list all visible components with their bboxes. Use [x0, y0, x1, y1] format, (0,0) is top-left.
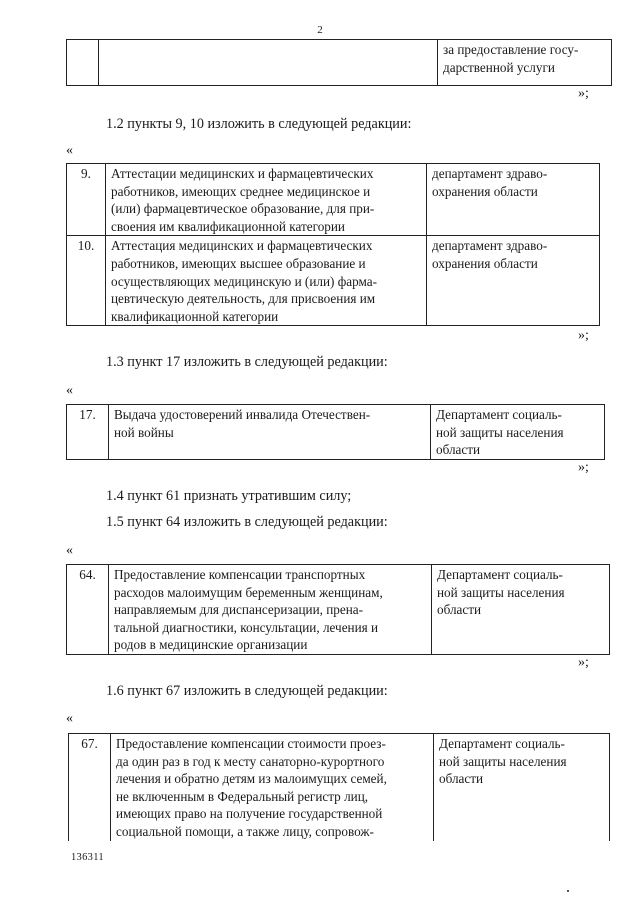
- instruction-1-6: 1.6 пункт 67 изложить в следующей редакции:: [106, 683, 388, 699]
- items-table-9-10: [66, 163, 600, 326]
- closing-quote: »;: [578, 655, 589, 670]
- authority-line: департамент здраво-: [432, 238, 548, 254]
- authority-line: области: [437, 602, 482, 618]
- closing-quote: »;: [578, 460, 589, 475]
- closing-quote: »;: [578, 86, 589, 101]
- page-number: 2: [317, 24, 323, 36]
- authority-line: ной защиты населения: [436, 424, 564, 440]
- service-cell: [99, 40, 438, 86]
- number-cell: 10.: [67, 236, 106, 326]
- service-line: работников, имеющих высшее образование и: [111, 255, 366, 271]
- instruction-1-4: 1.4 пункт 61 признать утратившим силу;: [106, 488, 352, 504]
- number-cell: [67, 40, 99, 86]
- table-row: [67, 565, 610, 655]
- continuation-table: [66, 39, 612, 86]
- service-line: цевтическую деятельность, для присвоения им: [111, 291, 376, 307]
- service-line: своения им квалификационной категории: [111, 218, 345, 234]
- service-line: Аттестации медицинских и фармацевтических: [111, 166, 374, 181]
- service-line: родов в медицинские организации: [114, 637, 308, 653]
- authority-line: департамент здраво-: [432, 166, 548, 181]
- authority-line: охранения области: [432, 183, 538, 199]
- number-cell: 67.: [69, 734, 111, 841]
- authority-cell: [434, 734, 610, 841]
- items-table-67: [68, 733, 610, 841]
- authority-cell: [427, 164, 600, 236]
- authority-line: за предоставление госу-: [443, 42, 579, 57]
- service-line: Выдача удостоверений инвалида Отечествен-: [114, 407, 371, 422]
- service-line: расходов малоимущим беременным женщинам,: [114, 584, 383, 600]
- authority-cell: [438, 40, 612, 86]
- closing-quote: »;: [578, 328, 589, 343]
- service-line: ной войны: [114, 424, 174, 440]
- items-table-17: [66, 404, 605, 460]
- instruction-1-5: 1.5 пункт 64 изложить в следующей редакции:: [106, 514, 388, 530]
- authority-cell: [432, 565, 610, 655]
- authority-line: ной защиты населения: [439, 753, 567, 769]
- items-table-64: [66, 564, 610, 655]
- authority-line: дарственной услуги: [443, 59, 555, 75]
- service-cell: [106, 164, 427, 236]
- service-line: направляемым для диспансеризации, прена-: [114, 602, 364, 618]
- service-cell: [109, 405, 431, 460]
- service-cell: [111, 734, 434, 841]
- authority-line: Департамент социаль-: [437, 567, 563, 582]
- service-line: социальной помощи, а также лицу, сопровож-: [116, 823, 374, 839]
- instruction-1-3: 1.3 пункт 17 изложить в следующей редакции:: [106, 354, 388, 370]
- authority-line: Департамент социаль-: [439, 736, 565, 751]
- authority-line: охранения области: [432, 255, 538, 271]
- opening-quote: «: [66, 711, 73, 726]
- service-line: не включенным в Федеральный регистр лиц,: [116, 788, 369, 804]
- service-cell: [109, 565, 432, 655]
- instruction-1-2: 1.2 пункты 9, 10 изложить в следующей редакции:: [106, 116, 412, 132]
- service-line: да один раз в год к месту санаторно-курортного: [116, 753, 385, 769]
- service-line: Предоставление компенсации транспортных: [114, 567, 366, 582]
- document-code: 136311: [71, 852, 104, 863]
- service-line: (или) фармацевтическое образование, для при-: [111, 201, 375, 217]
- authority-line: области: [439, 771, 484, 787]
- opening-quote: «: [66, 543, 73, 558]
- authority-line: области: [436, 442, 481, 458]
- service-line: лечения и обратно детям из малоимущих семей,: [116, 771, 387, 787]
- service-line: Аттестация медицинских и фармацевтических: [111, 238, 373, 254]
- scan-speck: [567, 890, 569, 892]
- number-cell: 64.: [67, 565, 109, 655]
- service-line: осуществляющих медицинскую и (или) фарма-: [111, 273, 378, 289]
- service-line: имеющих право на получение государственной: [116, 806, 383, 822]
- service-line: квалификационной категории: [111, 308, 279, 324]
- table-row: [67, 236, 600, 326]
- table-row: [67, 164, 600, 236]
- table-row: [67, 40, 612, 86]
- authority-line: ной защиты населения: [437, 584, 565, 600]
- service-cell: [106, 236, 427, 326]
- service-line: тальной диагностики, консультации, лечения и: [114, 619, 379, 635]
- table-row: [67, 405, 605, 460]
- opening-quote: «: [66, 143, 73, 158]
- number-cell: 17.: [67, 405, 109, 460]
- opening-quote: «: [66, 383, 73, 398]
- authority-cell: [427, 236, 600, 326]
- authority-line: Департамент социаль-: [436, 407, 562, 422]
- number-cell: 9.: [67, 164, 106, 236]
- authority-cell: [431, 405, 605, 460]
- service-line: Предоставление компенсации стоимости проез-: [116, 736, 386, 751]
- service-line: работников, имеющих среднее медицинское и: [111, 183, 371, 199]
- table-row: [69, 734, 610, 841]
